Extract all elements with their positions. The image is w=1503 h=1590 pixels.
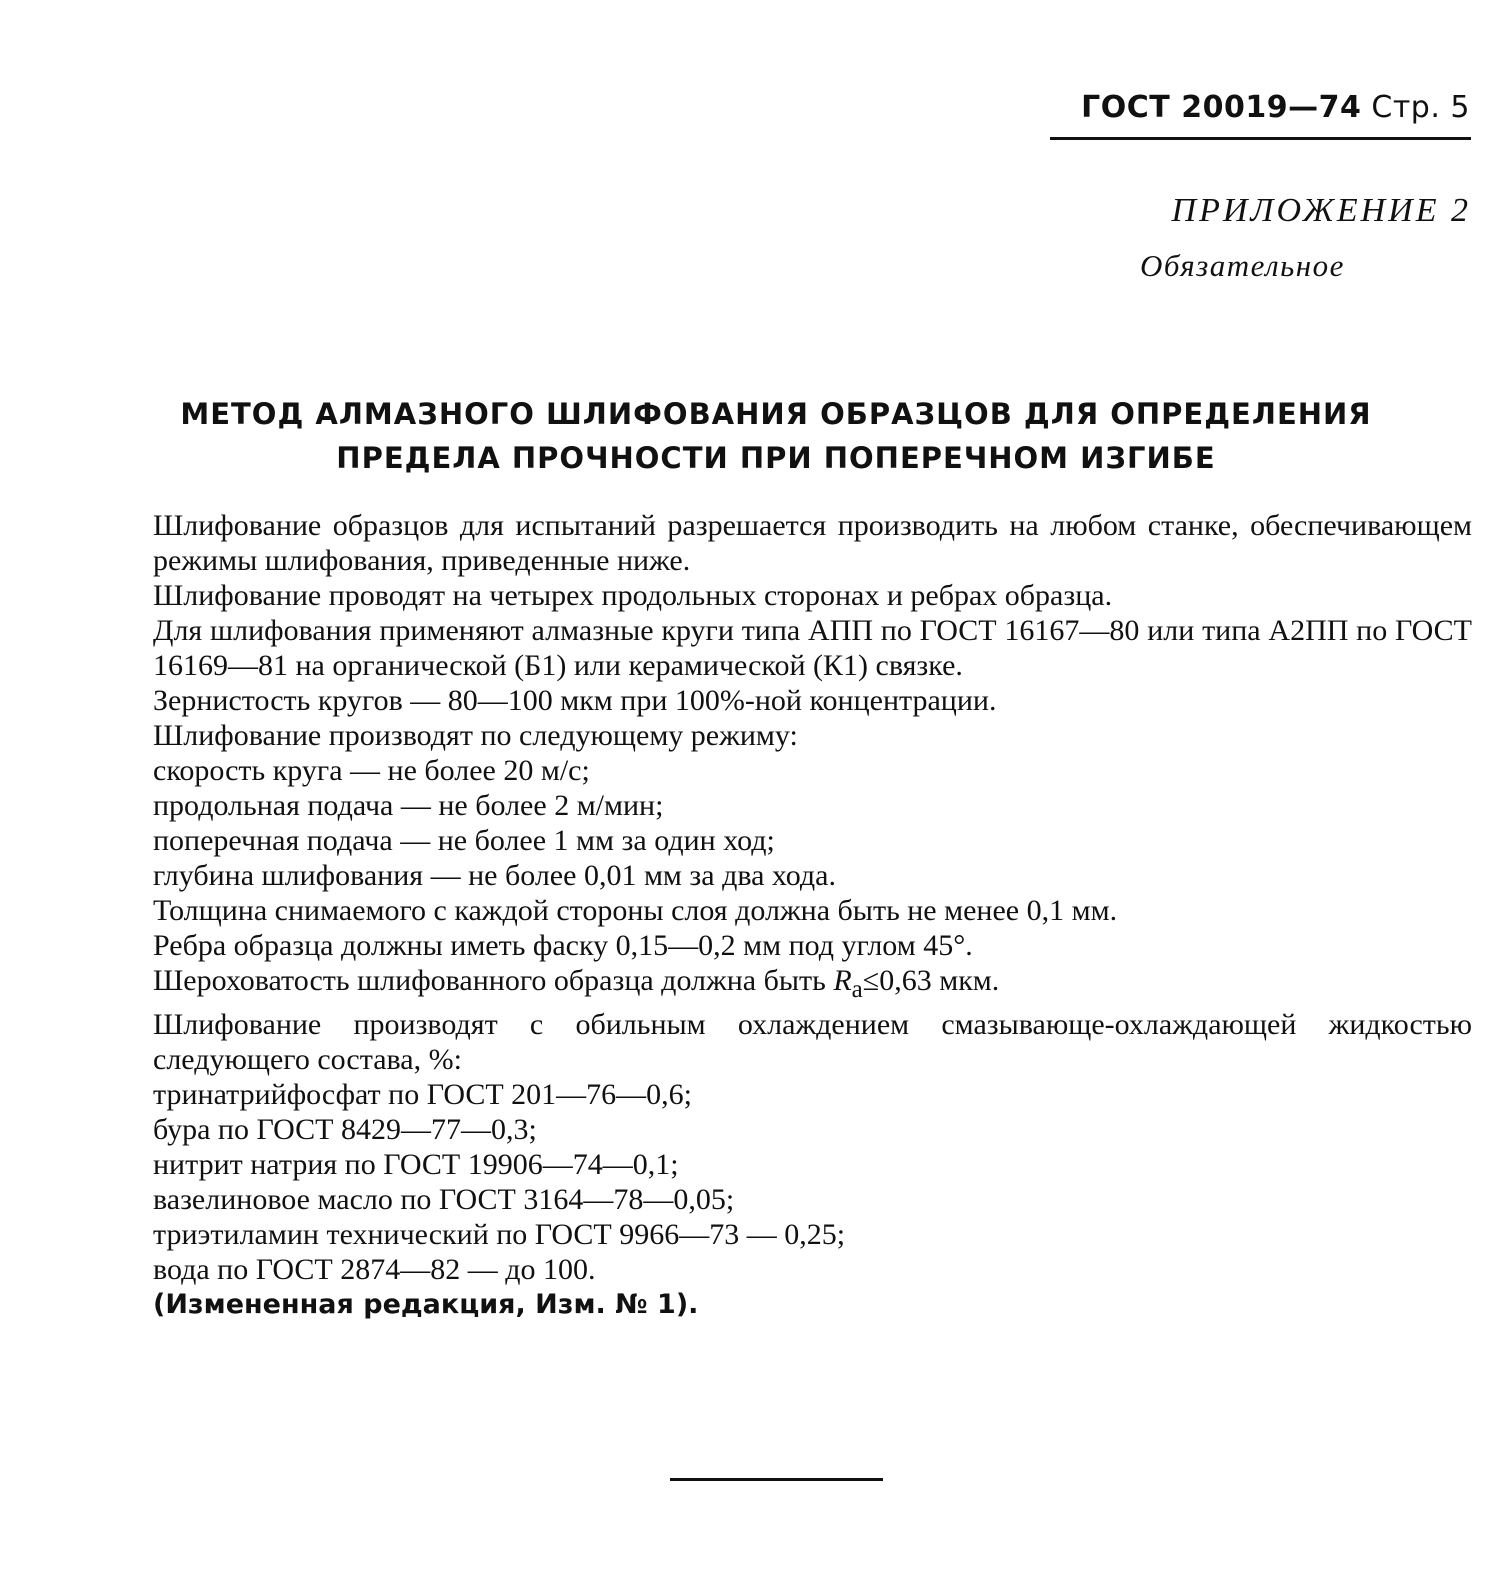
paragraph-sides: Шлифование проводят на четырех продольных сторонах и ребрах образца.	[153, 579, 1113, 612]
mode-item: продольная подача — не более 2 м/мин;	[153, 789, 664, 822]
title-line-2: ПРЕДЕЛА ПРОЧНОСТИ ПРИ ПОПЕРЕЧНОМ ИЗГИБЕ	[336, 441, 1216, 475]
amendment-note: (Измененная редакция, Изм. № 1).	[153, 1289, 699, 1320]
composition-item: нитрит натрия по ГОСТ 19906—74—0,1;	[153, 1148, 679, 1181]
composition-item: вода по ГОСТ 2874—82 — до 100.	[153, 1253, 596, 1286]
document-body	[82, 508, 1472, 1322]
paragraph-grit: Зернистость кругов — 80—100 мкм при 100%-ной концентрации.	[153, 684, 997, 717]
document-title	[80, 392, 1472, 480]
title-line-1: МЕТОД АЛМАЗНОГО ШЛИФОВАНИЯ ОБРАЗЦОВ ДЛЯ ОПРЕДЕЛЕНИЯ	[180, 397, 1372, 431]
paragraph-wheels: Для шлифования применяют алмазные круги типа АПП по ГОСТ 16167—80 или типа А2ПП по ГОСТ 16169—81 на органической (Б1) или керамической (К1) связке.	[153, 614, 1472, 682]
mode-item: скорость круга — не более 20 м/с;	[153, 754, 590, 787]
bottom-rule	[670, 1478, 883, 1481]
header-rule	[1050, 137, 1471, 140]
paragraph-thickness: Толщина снимаемого с каждой стороны слоя должна быть не менее 0,1 мм.	[153, 894, 1118, 927]
roughness-symbol: R	[833, 964, 852, 997]
roughness-subscript: a	[851, 976, 863, 1003]
composition-item: бура по ГОСТ 8429—77—0,3;	[153, 1113, 537, 1146]
composition-item: вазелиновое масло по ГОСТ 3164—78—0,05;	[153, 1183, 735, 1216]
appendix-status: Обязательное	[1140, 248, 1345, 283]
page-header	[1050, 90, 1470, 125]
paragraph-mode-intro: Шлифование производят по следующему режиму:	[153, 719, 798, 752]
composition-item: тринатрийфосфат по ГОСТ 201—76—0,6;	[153, 1078, 693, 1111]
standard-number: ГОСТ 20019—74	[1081, 90, 1362, 125]
paragraph-roughness	[82, 963, 1472, 1007]
paragraph-machine: Шлифование образцов для испытаний разрешается производить на любом станке, обеспечивающем режимы шлифования, приведенные ниже.	[153, 509, 1472, 577]
paragraph-coolant: Шлифование производят с обильным охлаждением смазывающе-охлаждающей жидкостью следующего состава, %:	[153, 1008, 1472, 1076]
page-number: Стр. 5	[1371, 90, 1470, 125]
mode-item: глубина шлифования — не более 0,01 мм за два хода.	[153, 859, 836, 892]
composition-item: триэтиламин технический по ГОСТ 9966—73 — 0,25;	[153, 1218, 846, 1251]
mode-item: поперечная подача — не более 1 мм за один ход;	[153, 824, 775, 857]
appendix-label: ПРИЛОЖЕНИЕ 2	[1171, 192, 1471, 229]
paragraph-chamfer: Ребра образца должны иметь фаску 0,15—0,2 мм под углом 45°.	[153, 929, 973, 962]
roughness-text: Шероховатость шлифованного образца должна быть	[153, 964, 834, 997]
roughness-value: ≤0,63 мкм.	[862, 964, 1000, 997]
